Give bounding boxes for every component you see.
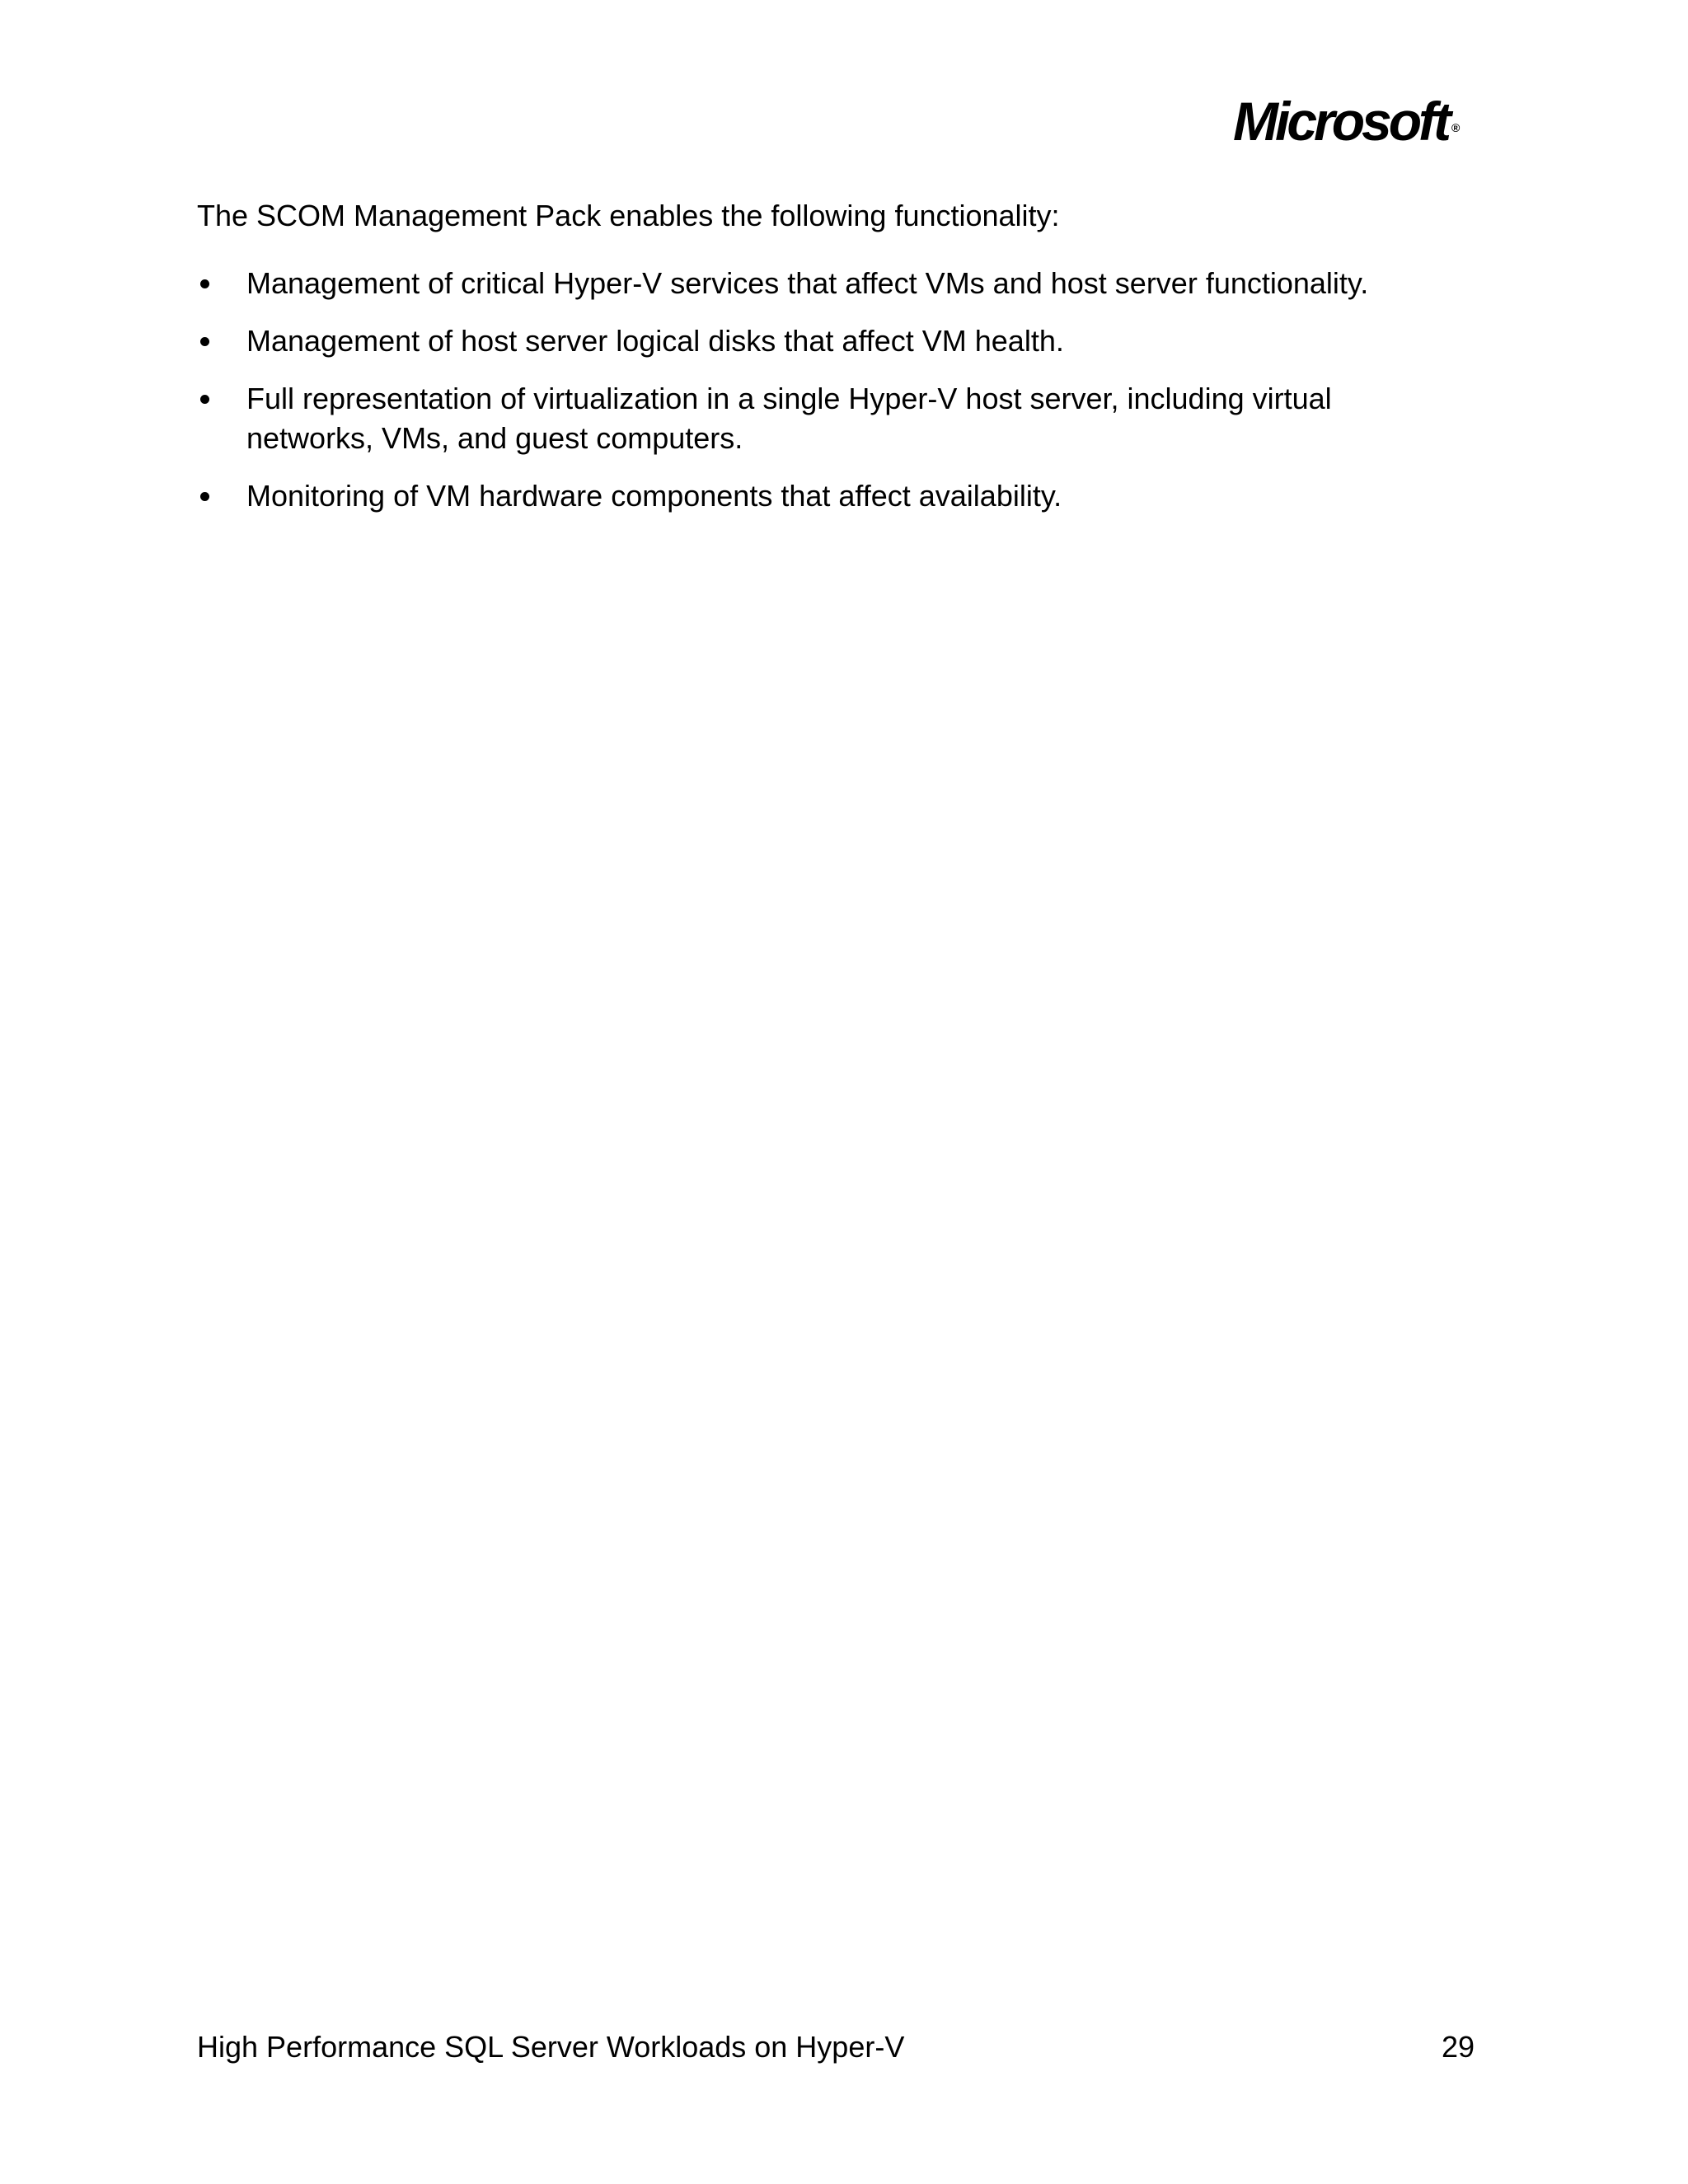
bullet-icon: [200, 279, 209, 288]
functionality-list: [197, 264, 1483, 534]
list-item: [197, 379, 1483, 458]
logo-text: Microsoft: [1233, 91, 1448, 152]
microsoft-logo: [1233, 92, 1474, 150]
page-footer: [197, 2027, 1475, 2067]
footer-document-title: High Performance SQL Server Workloads on Hyper-V: [197, 2030, 905, 2064]
list-item-text: Management of critical Hyper-V services that affect VMs and host server functionality.: [246, 266, 1369, 300]
intro-paragraph: The SCOM Management Pack enables the following functionality:: [197, 199, 1060, 232]
list-item-text: Monitoring of VM hardware components that affect availability.: [246, 479, 1062, 513]
list-item: [197, 264, 1483, 303]
list-item: [197, 321, 1483, 361]
list-item-text: Management of host server logical disks that affect VM health.: [246, 324, 1064, 358]
bullet-icon: [200, 337, 209, 346]
page-number: 29: [1441, 2030, 1475, 2064]
list-item: [197, 476, 1483, 516]
registered-mark: ®: [1451, 121, 1461, 134]
list-item-text: Full representation of virtualization in a single Hyper-V host server, including virtual networks, VMs, and guest computers.: [246, 382, 1332, 455]
bullet-icon: [200, 492, 209, 501]
bullet-icon: [200, 395, 209, 404]
